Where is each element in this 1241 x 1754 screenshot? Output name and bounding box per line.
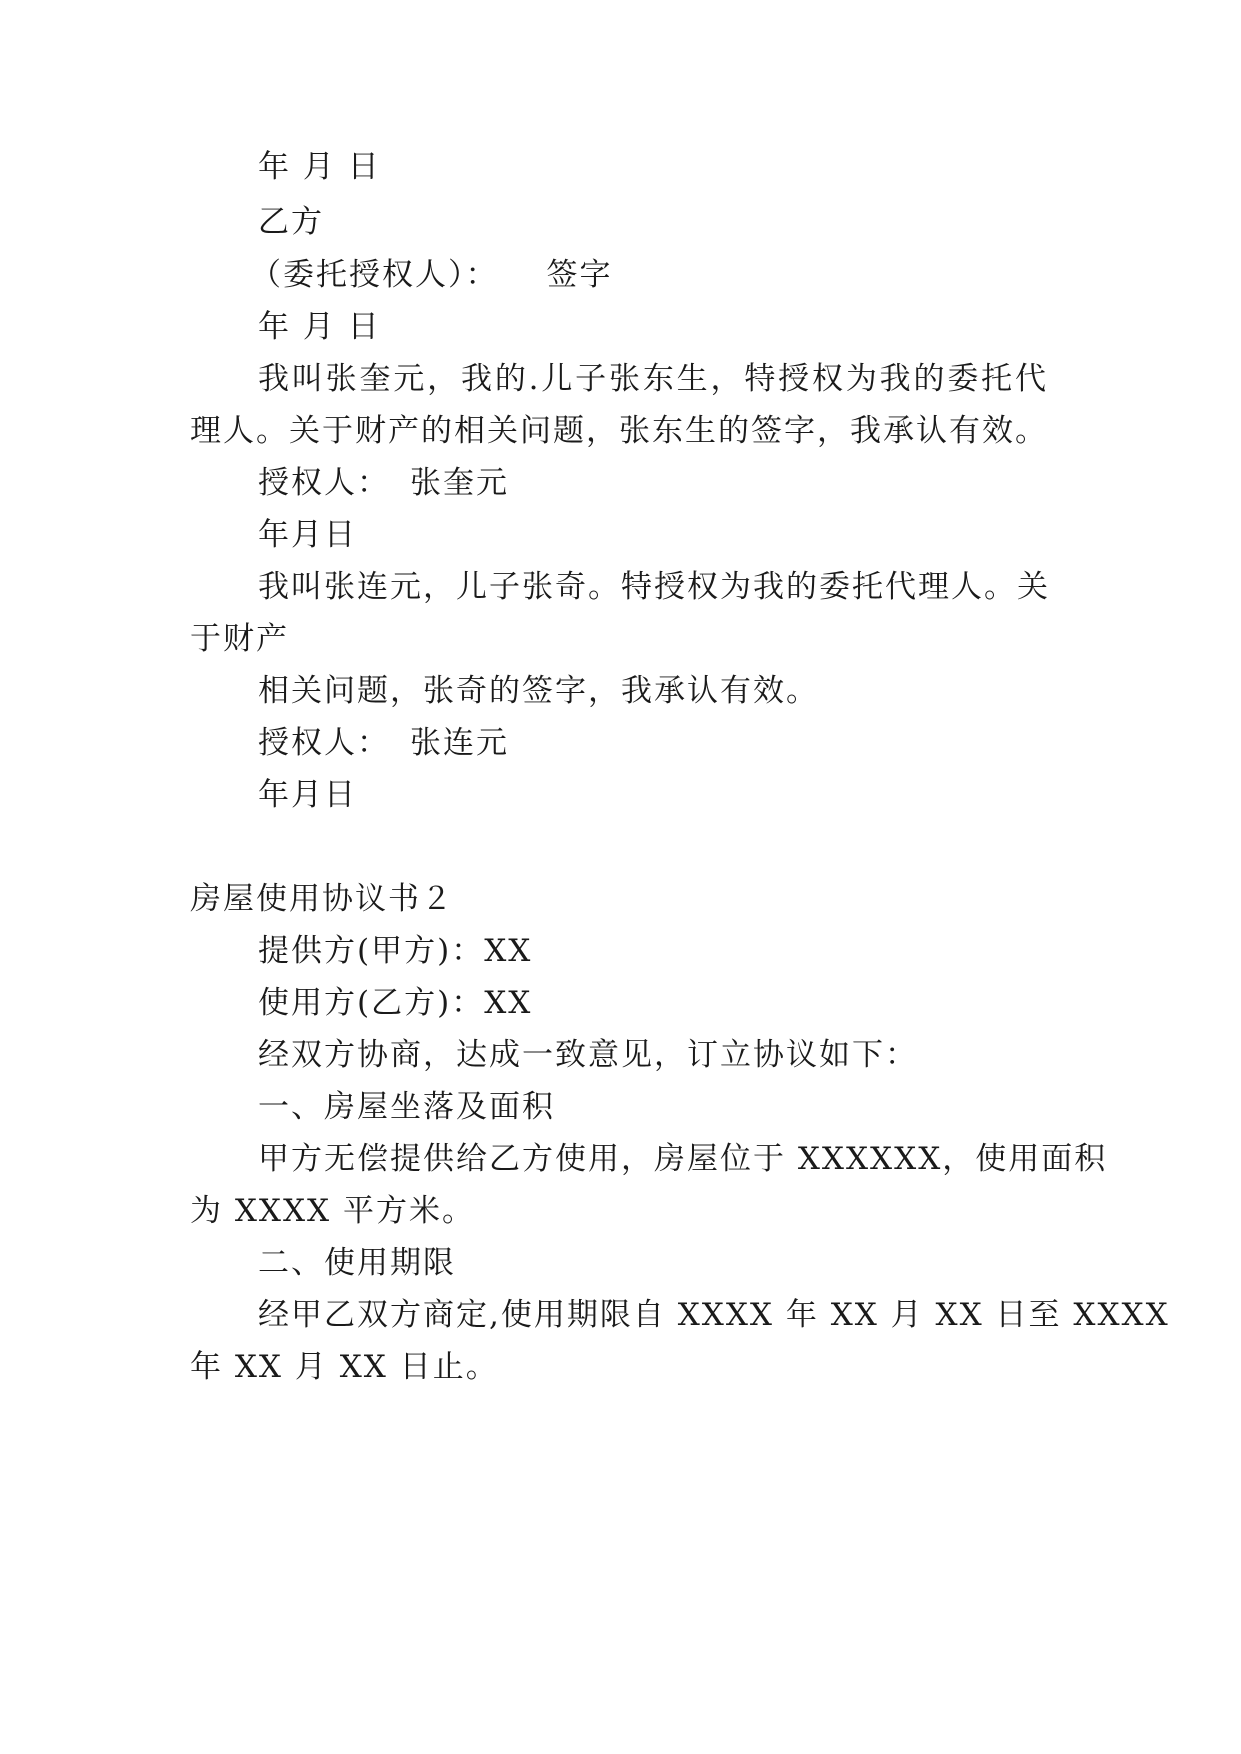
paragraph-2-line-1: 我叫张连元，儿子张奇。特授权为我的委托代理人。关 [258, 569, 1050, 605]
clause-1-line-2: 为 XXXX 平方米。 [190, 1193, 475, 1229]
signature-label: 签字 [546, 257, 613, 293]
date-line-1: 年 月 日 [258, 149, 381, 185]
party-b-label: 乙方 [258, 204, 324, 240]
paragraph-2-line-2: 于财产 [190, 621, 289, 657]
agreement-intro: 经双方协商，达成一致意见，订立协议如下： [258, 1037, 918, 1073]
clause-2-line-1: 经甲乙双方商定,使用期限自 XXXX 年 XX 月 XX 日至 XXXX [258, 1297, 1170, 1333]
grantor-line-2 [258, 723, 509, 763]
paragraph-2-line-3: 相关问题，张奇的签字，我承认有效。 [258, 673, 819, 709]
paragraph-1-line-1: 我叫张奎元，我的.儿子张东生，特授权为我的委托代 [258, 361, 1048, 397]
provider-line: 提供方(甲方)：XX [258, 933, 533, 969]
grantor-label-2: 授权人： [258, 725, 390, 761]
grantor-name: 张奎元 [410, 465, 509, 501]
grantor-name-2: 张连元 [410, 725, 509, 761]
date-line-4: 年月日 [258, 777, 357, 813]
paragraph-1-line-2: 理人。关于财产的相关问题，张东生的签字，我承认有效。 [190, 413, 1048, 449]
clause-2-line-2: 年 XX 月 XX 日止。 [190, 1349, 499, 1385]
authorized-person-label [250, 255, 613, 295]
date-line-2: 年 月 日 [258, 309, 381, 345]
date-line-3: 年月日 [258, 517, 357, 553]
grantor-line-1 [258, 463, 509, 503]
user-line: 使用方(乙方)：XX [258, 985, 533, 1021]
authorized-person-text: （委托授权人）： [250, 257, 499, 293]
grantor-label: 授权人： [258, 465, 390, 501]
clause-1-line-1: 甲方无偿提供给乙方使用，房屋位于 XXXXXX，使用面积 [258, 1141, 1108, 1177]
section-title: 房屋使用协议书２ [190, 881, 454, 917]
clause-2-heading: 二、使用期限 [258, 1245, 456, 1281]
clause-1-heading: 一、房屋坐落及面积 [258, 1089, 555, 1125]
